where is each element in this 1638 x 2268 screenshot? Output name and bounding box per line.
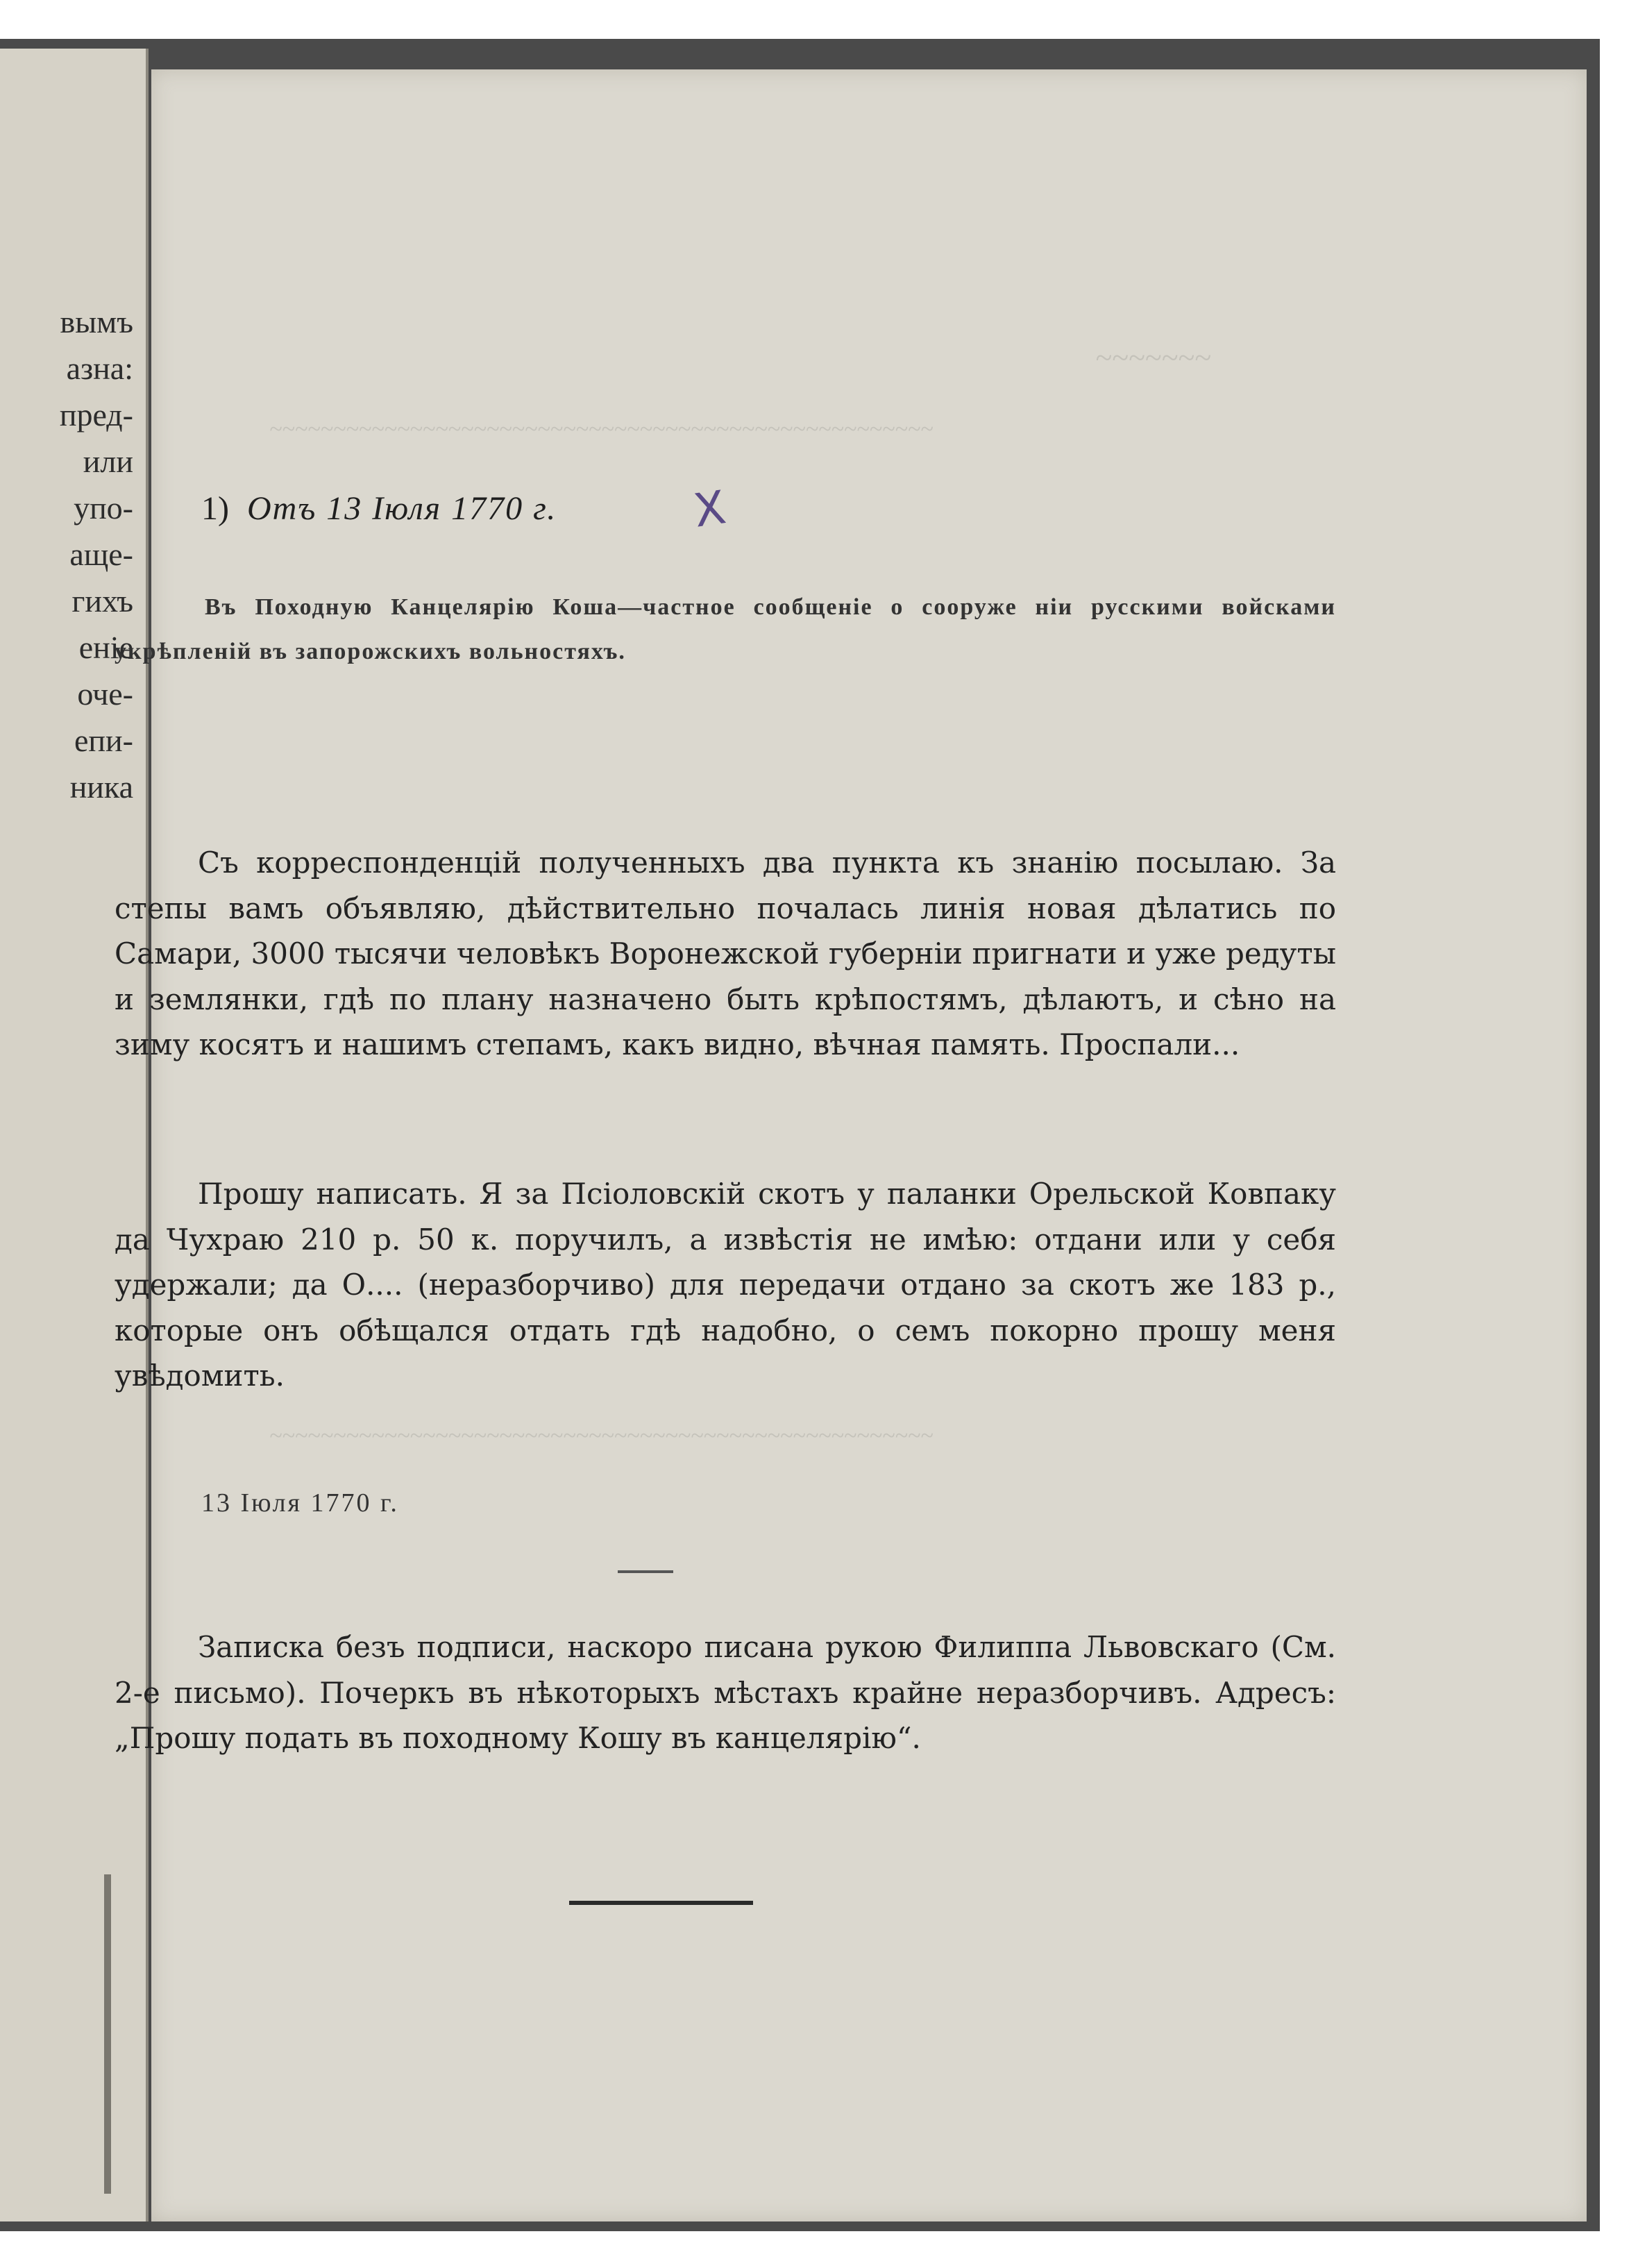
- left-line: гихъ: [71, 583, 133, 619]
- bleed-through-mark: ~~~~~~~~~~~~~~~~~~~~~~~~~~~~~~~~~~~~~~~~~~~~~~~~~~~~: [269, 1423, 934, 1449]
- left-line: азна:: [66, 351, 133, 386]
- page-edge: [104, 1874, 111, 2194]
- section-divider: [618, 1570, 673, 1573]
- letter-summary: Въ Походную Канцелярію Коша—частное сообщеніе о сооруже ніи русскими войсками укрѣпленій въ запорожскихъ вольностяхъ.: [115, 594, 1336, 664]
- left-line: или: [83, 444, 133, 479]
- editorial-note: Записка безъ подписи, наскоро писана рукою Филиппа Львовскаго (См. 2-е письмо). Почеркъ въ нѣкоторыхъ мѣстахъ крайне неразборчивъ. Адресъ: „Прошу подать въ походному Кошу въ канцелярію“.: [115, 1630, 1336, 1755]
- left-line: упо-: [74, 490, 133, 526]
- letter-date-heading: Отъ 13 Іюля 1770 г.: [246, 490, 557, 527]
- letter-heading: [201, 489, 557, 528]
- letter-paragraph: Прошу написать. Я за Псіоловскій скотъ у паланки Орельской Ковпаку да Чухраю 210 р. 50 к. поручилъ, а извѣстія не имѣю: отдани или у себя удержали; да О.... (неразборчиво) для передачи отдано за скотъ же 183 р., которые онъ обѣщался отдать гдѣ надобно, о семъ покорно прошу меня увѣдомить.: [115, 1177, 1336, 1393]
- left-page-text: [60, 299, 133, 810]
- left-line: епи-: [74, 723, 133, 758]
- left-line: оче-: [77, 676, 133, 712]
- end-rule: [569, 1901, 753, 1905]
- letter-paragraph: Съ корреспонденцій полученныхъ два пункта къ знанію посылаю. За степы вамъ объявляю, дѣйствительно почалась линія новая дѣлатись по Самари, 3000 тысячи человѣкъ Воронежской губерніи пригнати и уже редуты и землянки, гдѣ по плану назначено быть крѣпостямъ, дѣлаютъ, и сѣно на зиму косятъ и нашимъ степамъ, какъ видно, вѣчная память. Проспали...: [115, 846, 1336, 1061]
- bleed-through-mark: ~~~~~~~~~~~~~~~~~~~~~~~~~~~~~~~~~~~~~~~~~~~~~~~~~~~~: [269, 417, 934, 442]
- handwritten-x-mark: X: [690, 480, 729, 538]
- main-page: [151, 69, 1587, 2221]
- left-line: еніе: [78, 630, 133, 665]
- bleed-through-mark: ~~~~~~~: [1095, 341, 1211, 375]
- left-line: аще-: [69, 537, 133, 572]
- left-line: вымъ: [60, 304, 133, 339]
- left-line: пред-: [59, 397, 133, 432]
- left-line: ника: [69, 769, 133, 805]
- signoff-date: 13 Іюля 1770 г.: [201, 1488, 399, 1518]
- left-page: [0, 49, 149, 2221]
- letter-number: 1): [201, 490, 229, 527]
